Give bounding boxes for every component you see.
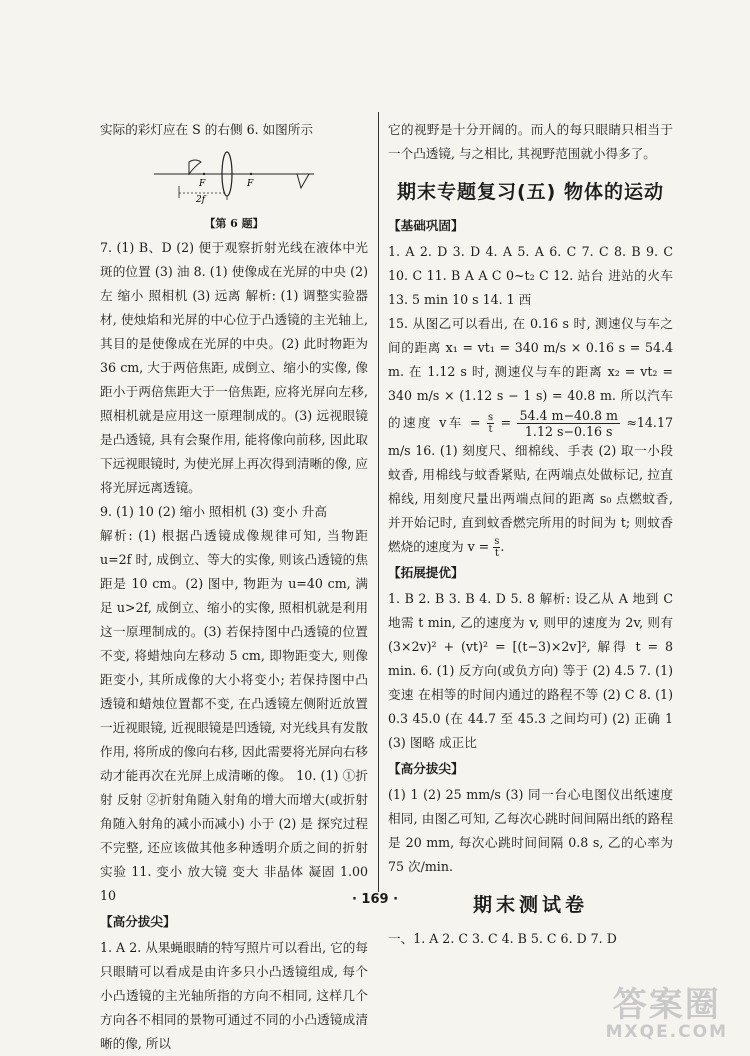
section-title-final-test: 期末测试卷 xyxy=(472,894,588,916)
answer-basic-15: 15. 从图乙可以看出, 在 0.16 s 时, 测速仪与车之间的距离 x₁ = vt₁ = 340 m/s × 0.16 s = 54.4 m. 在 1.12 s 时, 测速仪与车的距离 x₂ = vt₂ = 340 m/s × (1.12 s − 1 s) = 40.8 m. 所以汽车的速度 v车 = $\frac{s}{t}$ = $\frac{54.4 m-40.8 m}{1.12 s-0.16 s}$ ≈14.17 m/s 16. (1) 刻度尺、细棉线、手表 (2) 取一小段蚊香, 用棉线与蚊香紧贴, 在两端点处做标记, 拉直棉线, 用刻度尺量出两端点间的距离 s₀ 点燃蚊香, 并开始记时, 直到蚊香燃完所用的时间为 t; 则蚊香燃烧的速度为 v = $\frac{s}{t}$ . xyxy=(388,316,673,559)
equals-sign: = xyxy=(500,415,512,430)
answer-high-right: (1) 1 (2) 25 mm/s (3) 同一台心电图仪出纸速度相同, 由图乙可知, 乙每次心跳时间间隔出纸的路程是 20 mm, 每次心跳时间间隔 0.8 s, 乙的心率为 75 次/min. xyxy=(388,787,673,874)
tag-high-score-right: 【高分拔尖】 xyxy=(388,761,464,776)
fraction-s-over-t: $\frac{s}{t}$ xyxy=(488,412,494,435)
watermark-logo: 答案圈 MXQE.COM xyxy=(605,985,728,1042)
answer-final-test: 一、1. A 2. C 3. C 4. B 5. C 6. D 7. D xyxy=(388,931,617,946)
label-f1: F xyxy=(199,179,206,189)
tag-high-score-left: 【高分拔尖】 xyxy=(100,914,176,929)
figure-6 xyxy=(100,146,368,214)
figure-caption: 【第 6 题】 xyxy=(204,217,264,230)
page-number: · 169 · xyxy=(351,892,399,907)
right-column xyxy=(388,118,673,951)
fraction-s-over-t-2: $\frac{s}{t}$ xyxy=(494,536,500,559)
label-f2: F xyxy=(247,179,254,189)
left-line-0: 实际的彩灯应在 S 的右侧 6. 如图所示 xyxy=(100,122,313,137)
left-column xyxy=(100,118,368,1056)
fraction-speed: $\frac{54.4 m-40.8 m}{1.12 s-0.16 s}$ xyxy=(519,408,618,439)
tag-basic: 【基础巩固】 xyxy=(388,218,464,233)
answer-extension: 1. B 2. B 3. B 4. D 5. 8 解析: 设乙从 A 地到 C 地需 t min, 乙的速度为 v, 则甲的速度为 2v, 则有 (3×2v)² + (vt)² = [(t−3)×2v]², 解得 t = 8 min. 6. (1) 反方向(或负方向) 等于 (2) 4.5 7. (1) 变速 在相等的时间内通过的路程不等 (2) C 8. (1) 0.3 45.0 (在 44.7 至 45.3 之间均可) (2) 正确 1 (3) 图略 成正比 xyxy=(388,591,673,750)
label-2f: 2f xyxy=(196,195,206,205)
tag-extension: 【拓展提优】 xyxy=(388,565,464,580)
right-continuation: 它的视野是十分开阔的。而人的每只眼睛只相当于一个凸透镜, 与之相比, 其视野范围就小得多了。 xyxy=(388,122,673,161)
answer-9: 9. (1) 10 (2) 缩小 照相机 (3) 变小 升高 xyxy=(100,504,327,519)
lens-diagram xyxy=(149,146,319,206)
answer-basic-1: 1. A 2. D 3. D 4. A 5. A 6. C 7. C 8. B 9. C 10. C 11. B A A C 0~t₂ C 12. 站台 进站的火车 13. 5 min 10 s 14. 1 西 xyxy=(388,244,673,307)
answer-high-left: 1. A 2. 从果蝇眼睛的特写照片可以看出, 它的每只眼睛可以看成是由许多只小凸透镜组成, 每个小凸透镜的主光轴所指的方向不相同, 这样几个方向各不相同的景物可通过不同的小凸透镜成清晰的像, 所以 xyxy=(100,940,368,1051)
section-title-review-5: 期末专题复习(五) 物体的运动 xyxy=(397,181,664,203)
answer-7-8: 7. (1) B、D (2) 便于观察折射光线在液体中光斑的位置 (3) 油 8. (1) 使像成在光屏的中央 (2) 左 缩小 照相机 (3) 远离 解析: (1) 调整实验器材, 使烛焰和光屏的中心位于凸透镜的主光轴上, 其目的是使像成在光屏的中央。(2) 此时物距为 36 cm, 大于两倍焦距, 成倒立、缩小的实像, 像距小于两倍焦距大于一倍焦距, 应将光屏向左移, 照相机就是应用这一原理制成的。(3) 远视眼镜是凸透镜, 具有会聚作用, 能将像向前移, 因此取下远视眼镜时, 为使光屏上再次得到清晰的像, 应将光屏远离透镜。 xyxy=(100,240,368,495)
answer-9-analysis: 解析: (1) 根据凸透镜成像规律可知, 当物距 u=2f 时, 成倒立、等大的实像, 则该凸透镜的焦距是 10 cm。(2) 图中, 物距为 u=40 cm, 满足 u>2f, 成倒立、缩小的实像, 照相机就是利用这一原理制成的。(3) 若保持图中凸透镜的位置不变, 将蜡烛向左移动 5 cm, 即物距变大, 则像距变小, 其所成像的大小将变小; 若保持图中凸透镜和蜡烛位置都不变, 在凸透镜左侧附近放置一近视眼镜, 近视眼镜是凹透镜, 对光线具有发散作用, 将所成的像向右移, 因此需要将光屏向右移动才能再次在光屏上成清晰的像。 10. (1) ①折射 反射 ②折射角随入射角的增大而增大(或折射角随入射角的减小而减小) 小于 (2) 是 探究过程不完整, 还应该做其他多种透明介质之间的折射实验 11. 变小 放大镜 变大 非晶体 凝固 1.00 10 xyxy=(100,528,368,903)
candle-flame-icon xyxy=(189,160,201,174)
column-divider xyxy=(378,112,379,892)
image-arrow-icon xyxy=(297,174,309,188)
answer-15-text: 15. 从图乙可以看出, 在 0.16 s 时, 测速仪与车之间的距离 x₁ = vt₁ = 340 m/s × 0.16 s = 54.4 m. 在 1.12 s 时, 测速仪与车的距离 x₂ = vt₂ = 340 m/s × (1.12 s − 1 s) = 40.8 m. 所以汽车的速度 v车 = xyxy=(388,316,673,430)
answer-15-16-text: ≈14.17 m/s 16. (1) 刻度尺、细棉线、手表 (2) 取一小段蚊香, 用棉线与蚊香紧贴, 在两端点处做标记, 拉直棉线, 用刻度尺量出两端点间的距离 s₀ 点燃蚊香, 并开始记时, 直到蚊香燃完所用的时间为 t; 则蚊香燃烧的速度为 v = xyxy=(388,415,673,554)
